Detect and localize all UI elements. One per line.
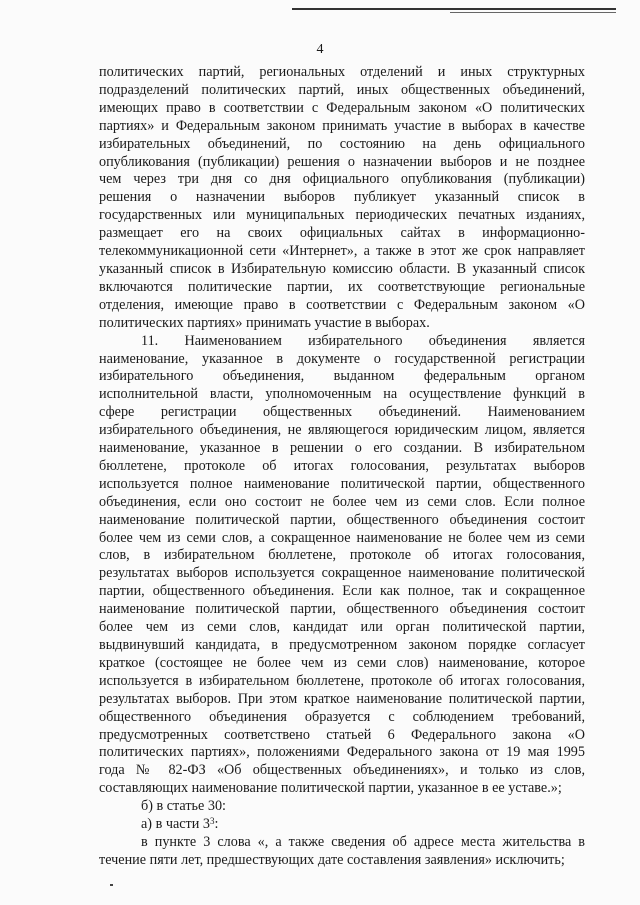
text-line: политических партий, региональных отделений и иных структурных — [99, 64, 585, 80]
item-a-suffix: : — [214, 816, 219, 833]
text-line: используется в избирательном бюллетене, протоколе об итогах голосования, — [99, 672, 585, 689]
text-line: выдвинувший кандидата, в предусмотренном законом порядке согласует — [99, 637, 585, 653]
item-a-text: а) в части 3 — [141, 816, 210, 833]
paragraph-punkt-3 — [99, 834, 585, 870]
text-line: более чем из семи слов, а сокращенное наименование не более чем из семи — [99, 529, 585, 546]
text-line: результатах выборов. При этом краткое наименование политической партии, — [99, 690, 585, 707]
text-line: более чем из семи слов, кандидат или орган политической партии, — [99, 619, 585, 636]
text-line: краткое (состоящее не более чем из семи слов) наименование, которое — [99, 654, 585, 671]
text-line: избирательных объединений, по состоянию на день официального — [99, 135, 585, 152]
text-line: результатах выборов используется сокращенное наименование политической — [99, 565, 585, 582]
text-line: телекоммуникационной сети «Интернет», а также в этот же срок направляет — [99, 243, 585, 260]
text-line: наименование политической партии, общественного объединения состоит — [99, 511, 585, 528]
text-line: используется полное наименование политической партии, общественного — [99, 475, 585, 492]
text-line: избирательного объединения, выданном федеральным органом — [99, 368, 585, 385]
text-line: 11. Наименованием избирательного объединения является — [141, 332, 585, 349]
paragraph-continued — [99, 64, 585, 333]
text-line: чем через три дня со дня официального опубликования (публикации) — [99, 171, 585, 188]
text-line: объединения, если оно состоит не более чем из семи слов. Если полное — [99, 493, 585, 510]
text-line: года № 82-ФЗ «Об общественных объединениях», и только из слов, — [99, 762, 585, 779]
item-b-line: б) в статье 30: — [141, 798, 226, 815]
item-a-superscript: 3 — [209, 816, 215, 827]
text-line: имеющих право в соответствии с Федеральным законом «О политических — [99, 99, 585, 116]
text-line: опубликования (публикации) решения о назначении выборов и не позднее — [99, 153, 585, 170]
page-number: 4 — [316, 42, 324, 57]
text-line: сфере регистрации общественных объединений. Наименованием — [99, 404, 585, 421]
text-line: наименование, указанное в документе о государственной регистрации — [99, 350, 585, 367]
text-line: бюллетене, протоколе об итогах голосования, результатах выборов — [99, 457, 585, 474]
text-line: размещает его на своих официальных сайтах в информационно- — [99, 225, 585, 242]
text-line: наименование политической партии, общественного объединения состоит — [99, 601, 585, 618]
text-line: предусмотренных соответствено статьей 6 Федерального закона «О — [99, 726, 585, 743]
text-line: отделения, имеющие право в соответствии с Федеральным законом «О — [99, 296, 585, 313]
scan-artifact-line — [450, 12, 616, 13]
text-line: в пункте 3 слова «, а также сведения об адресе места жительства в — [141, 833, 585, 850]
text-line: партиях» и Федеральным законом принимать участие в выборах в качестве — [99, 117, 585, 134]
text-line: включаются политические партии, их соответствующие региональные — [99, 278, 585, 295]
document-body — [99, 64, 585, 870]
text-line: избирательного объединения, не являющегося юридическим лицом, является — [99, 422, 585, 439]
text-line: течение пяти лет, предшествующих дате составления заявления» исключить; — [99, 851, 565, 868]
text-line: исполнительной власти, уполномоченным на осуществление функций в — [99, 386, 585, 403]
text-line: общественного объединения образуется с соблюдением требований, — [99, 708, 585, 725]
text-line: решения о назначении выборов публикует указанный список в — [99, 189, 585, 206]
text-line: наименование, указанное в решении о его создании. В избирательном — [99, 440, 585, 457]
text-line: государственных или муниципальных периодических печатных изданиях, — [99, 207, 585, 224]
text-line: политических партиях», положениями Федерального закона от 19 мая 1995 — [99, 744, 585, 761]
paragraph-item-11 — [99, 333, 585, 799]
scan-speck — [110, 884, 113, 886]
text-line: слов, в избирательном бюллетене, протоколе об итогах голосования, — [99, 547, 585, 564]
text-line: указанный список в Избирательную комиссию области. В указанный список — [99, 260, 585, 277]
text-line: составляющих наименование политической партии, указанное в ее уставе.»; — [99, 780, 562, 797]
scan-artifact-line — [292, 8, 616, 10]
text-line: подразделений политических партий, иных общественных объединений, — [99, 81, 585, 98]
text-line: политических партиях» принимать участие в выборах. — [99, 314, 430, 331]
text-line: партии, общественного объединения. Если как полное, так и сокращенное — [99, 583, 585, 600]
item-a-line — [99, 816, 585, 834]
